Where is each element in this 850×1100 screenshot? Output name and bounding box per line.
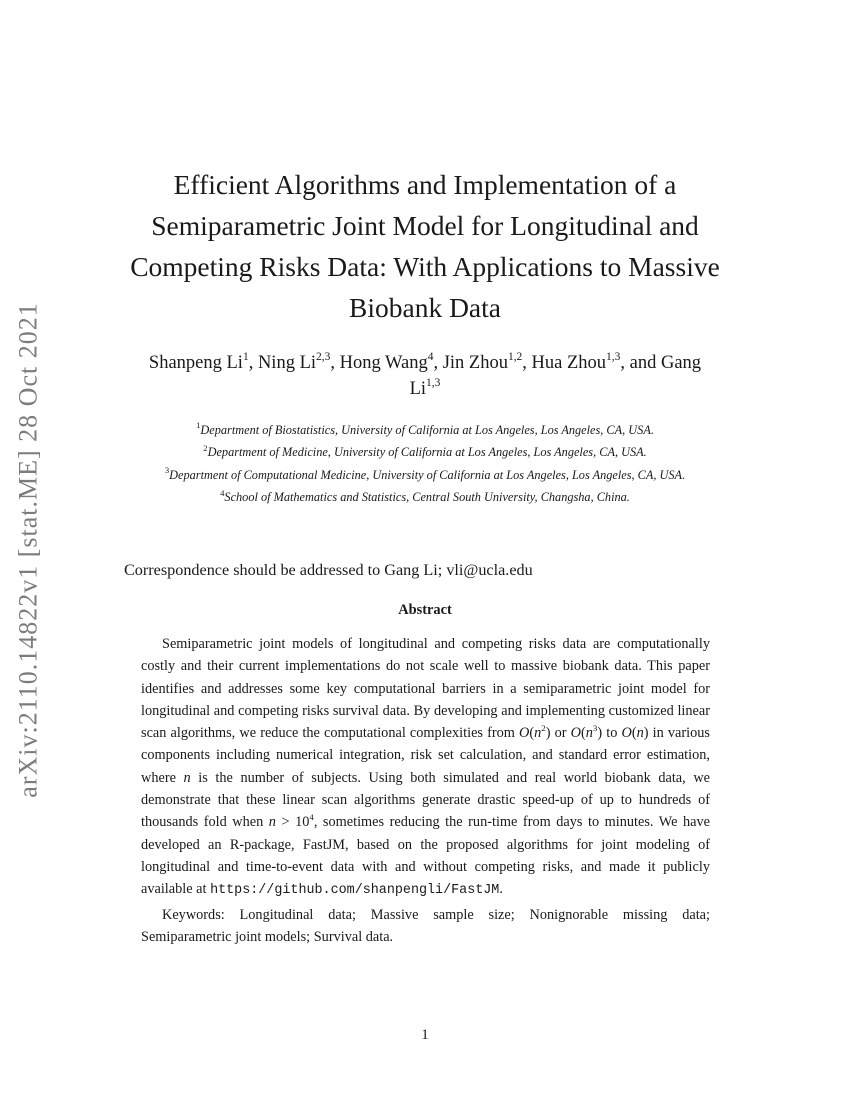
author-name: Hong Wang — [339, 353, 428, 373]
abstract-text: to — [602, 725, 622, 742]
affiliation-text: Department of Medicine, University of California at Los Angeles, Los Angeles, CA, USA. — [207, 445, 647, 460]
arxiv-watermark — [4, 300, 54, 800]
abstract-paragraph: Semiparametric joint models of longitudinal and competing risks data are computationally costly and their current implementations do not scale well to massive biobank data. This paper identifies and addresses some key computational barriers in a semiparametric joint model for longitudinal and competing risks survival data. By developing and implementing customized linear scan algorithms, we reduce the computational complexities from $O(n^2)$ or $O(n^3)$ to O(n) in various components including numerical integration, risk set calculation, and standard error estimation, where n is the number of subjects. Using both simulated and real world biobank data, we demonstrate that these linear scan algorithms generate drastic speed-up of up to hundreds of thousands fold when $n > 10^4$, sometimes reducing the run-time from days to minutes. We have developed an R-package, FastJM, based on the proposed algorithms for joint modeling of longitudinal and time-to-event data with and without competing risks, and made it publicly available at https://github.com/shanpengli/FastJM. — [141, 636, 710, 899]
author-affiliation-mark: 4 — [427, 351, 434, 364]
abstract-heading: Abstract — [398, 602, 452, 618]
repository-link[interactable]: https://github.com/shanpengli/FastJM — [210, 883, 500, 899]
abstract-text: , sometimes reducing the run-time from days to minutes. We have developed an R-package, FastJM, based on the proposed algorithms for joint modeling of longitudinal and time-to-event data with and without competing risks, and made it publicly available at — [141, 814, 710, 898]
paper-title: Efficient Algorithms and Implementation of a Semiparametric Joint Model for Longitudinal and Competing Risks Data: With Applications to Massive Biobank Data — [130, 169, 720, 323]
math-inequality: > 10 — [275, 814, 310, 831]
math-variable-n: n — [585, 725, 593, 742]
math-big-o: O — [519, 725, 530, 742]
abstract-text: Semiparametric joint models of longitudinal and competing risks data are computationally costly and their current implementations do not scale well to massive biobank data. This paper identifies and addresses some key computational barriers in a semiparametric joint model for longitudinal and competing risks survival data. By developing and implementing customized linear scan algorithms, we reduce the computational complexities from — [141, 636, 710, 742]
author-name: Shanpeng Li — [148, 353, 243, 373]
math-exponent: 4 — [309, 812, 314, 823]
abstract-text: or — [550, 725, 571, 742]
author-separator: , — [433, 353, 443, 373]
author-name: Hua Zhou — [531, 353, 607, 373]
affiliation-text: School of Mathematics and Statistics, Central South University, Changsha, China. — [224, 490, 630, 505]
abstract-body — [141, 633, 710, 948]
math-exponent: 2 — [541, 722, 546, 733]
abstract-text: is the number of subjects. Using both simulated and real world biobank data, we demonstrate that these linear scan algorithms generate drastic speed-up of up to hundreds of thousands fold when — [141, 769, 710, 831]
correspondence-note: Correspondence should be addressed to Gang Li; vli@ucla.edu — [124, 561, 533, 579]
abstract-text: . — [499, 881, 503, 898]
math-variable-n: n — [636, 725, 644, 742]
math-variable-n: n — [268, 814, 276, 831]
author-line-1 — [90, 350, 760, 376]
affiliation-item — [90, 486, 760, 508]
author-affiliation-mark: 1,3 — [606, 351, 621, 364]
keywords-paragraph: Keywords: Longitudinal data; Massive sample size; Nonignorable missing data; Semiparametric joint models; Survival data. — [141, 906, 710, 945]
author-separator: , — [248, 353, 258, 373]
affiliation-item — [90, 464, 760, 486]
author-name-last: Li — [409, 379, 427, 399]
author-name: Jin Zhou — [442, 353, 508, 373]
author-separator: , and — [620, 353, 661, 373]
abstract-text: in various components including numerical integration, risk set calculation, and standard error estimation, where — [141, 725, 710, 786]
arxiv-identifier: arXiv:2110.14822v1 [stat.ME] 28 Oct 2021 — [14, 302, 44, 798]
author-separator: , — [330, 353, 340, 373]
math-big-o: O — [570, 725, 581, 742]
author-affiliation-mark: 1 — [242, 351, 249, 364]
affiliation-item — [90, 441, 760, 463]
author-affiliation-mark: 1,3 — [426, 377, 441, 390]
author-list — [90, 350, 760, 402]
author-separator: , — [522, 353, 532, 373]
affiliation-text: Department of Biostatistics, University of California at Los Angeles, Los Angeles, CA, USA. — [200, 423, 654, 437]
author-line-2 — [90, 376, 760, 402]
math-variable-n: n — [534, 725, 542, 742]
affiliation-list — [90, 419, 760, 509]
affiliation-number: 1 — [196, 420, 201, 431]
affiliation-number: 3 — [164, 465, 170, 476]
author-affiliation-mark: 1,2 — [507, 351, 523, 364]
affiliation-number: 4 — [220, 487, 225, 498]
affiliation-text: Department of Computational Medicine, University of California at Los Angeles, Los Angeles, CA, USA. — [169, 467, 686, 482]
author-name-first: Gang — [660, 353, 702, 373]
math-variable-n: n — [183, 769, 191, 786]
affiliation-number: 2 — [203, 442, 208, 453]
affiliation-item — [90, 419, 760, 441]
math-big-o: O — [621, 725, 632, 742]
author-name: Ning Li — [257, 353, 317, 373]
page-number: 1 — [421, 1027, 429, 1043]
author-affiliation-mark: 2,3 — [316, 351, 331, 364]
math-exponent: 3 — [592, 722, 598, 733]
